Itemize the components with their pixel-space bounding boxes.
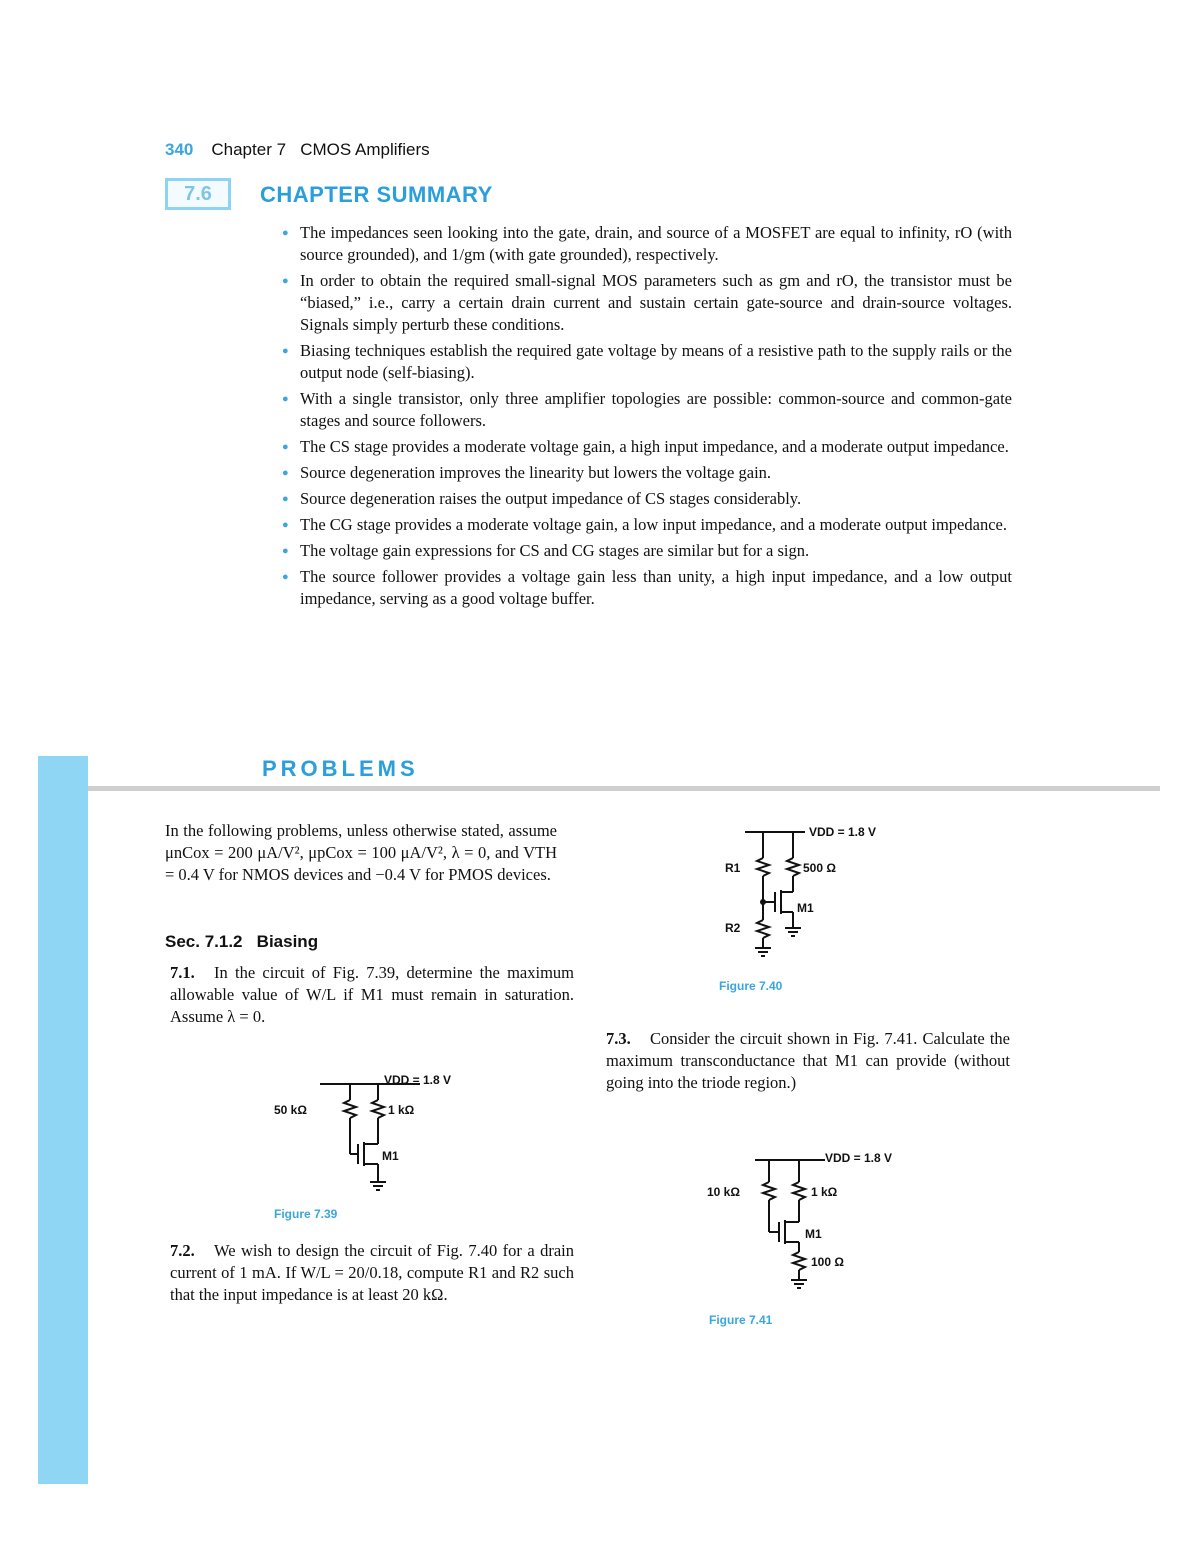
problems-title: PROBLEMS: [262, 756, 419, 781]
section-title: CHAPTER SUMMARY: [260, 182, 493, 207]
resistor-label: 50 kΩ: [274, 1103, 307, 1117]
problem-7-1: [170, 962, 574, 1028]
problem-text: In the circuit of Fig. 7.39, determine the maximum allowable value of W/L if M1 must remain in saturation. Assume λ = 0.: [170, 963, 574, 1026]
summary-item: ● With a single transistor, only three amplifier topologies are possible: common-source and common-gate stages and source followers.: [282, 388, 1012, 432]
problems-sidebar-band: [38, 756, 88, 1484]
figure-7-39: [260, 1070, 500, 1230]
problem-text: Consider the circuit shown in Fig. 7.41. Calculate the maximum transconductance that M1 can provide (without going into the triode region.): [606, 1029, 1010, 1092]
summary-item: ● The CG stage provides a moderate voltage gain, a low input impedance, and a moderate output impedance.: [282, 514, 1012, 536]
resistor-label: 500 Ω: [803, 861, 836, 875]
running-header: [165, 140, 430, 160]
section-number-box: 7.6: [165, 178, 231, 210]
summary-item: ● The source follower provides a voltage gain less than unity, a high input impedance, and a low output impedance, serving as a good voltage buffer.: [282, 566, 1012, 610]
resistor-label: R2: [725, 921, 741, 935]
vdd-label: VDD = 1.8 V: [384, 1073, 452, 1087]
problems-intro: In the following problems, unless otherwise stated, assume μnCox = 200 μA/V², μpCox = 100 μA/V², λ = 0, and VTH = 0.4 V for NMOS devices and −0.4 V for PMOS devices.: [165, 821, 557, 884]
figure-7-41: [705, 1148, 945, 1333]
figure-caption: Figure 7.41: [709, 1313, 773, 1327]
running-title: Chapter 7 CMOS Amplifiers: [211, 140, 430, 159]
problem-7-2: [170, 1240, 574, 1306]
summary-item: ● Source degeneration raises the output impedance of CS stages considerably.: [282, 488, 1012, 510]
problem-text: We wish to design the circuit of Fig. 7.40 for a drain current of 1 mA. If W/L = 20/0.18, compute R1 and R2 such that the input impedance is at least 20 kΩ.: [170, 1241, 574, 1304]
figure-caption: Figure 7.40: [719, 979, 783, 993]
resistor-label: 1 kΩ: [811, 1185, 838, 1199]
summary-item: ● The CS stage provides a moderate voltage gain, a high input impedance, and a moderate output impedance.: [282, 436, 1012, 458]
summary-item: ● In order to obtain the required small-signal MOS parameters such as gm and rO, the transistor must be “biased,” i.e., carry a certain drain current and sustain certain gate-source and drain-source voltages. Signals simply perturb these conditions.: [282, 270, 1012, 336]
section-label: Sec. 7.1.2 Biasing: [165, 932, 319, 951]
resistor-label: 1 kΩ: [388, 1103, 415, 1117]
vdd-label: VDD = 1.8 V: [825, 1151, 893, 1165]
figure-7-40: [705, 822, 945, 1002]
problems-divider: [88, 786, 1160, 791]
transistor-label: M1: [382, 1149, 399, 1163]
summary-item: ● The impedances seen looking into the gate, drain, and source of a MOSFET are equal to infinity, rO (with source grounded), and 1/gm (with gate grounded), respectively.: [282, 222, 1012, 266]
vdd-label: VDD = 1.8 V: [809, 825, 877, 839]
summary-item: ● The voltage gain expressions for CS and CG stages are similar but for a sign.: [282, 540, 1012, 562]
figure-caption: Figure 7.39: [274, 1207, 338, 1221]
resistor-label: 10 kΩ: [707, 1185, 740, 1199]
summary-list: [282, 222, 1012, 614]
problem-number: 7.2.: [170, 1241, 195, 1260]
resistor-label: 100 Ω: [811, 1255, 844, 1269]
transistor-label: M1: [797, 901, 814, 915]
problem-7-3: [606, 1028, 1010, 1094]
problem-number: 7.1.: [170, 963, 195, 982]
summary-item: ● Source degeneration improves the linearity but lowers the voltage gain.: [282, 462, 1012, 484]
problem-number: 7.3.: [606, 1029, 631, 1048]
resistor-label: R1: [725, 861, 741, 875]
transistor-label: M1: [805, 1227, 822, 1241]
summary-item: ● Biasing techniques establish the required gate voltage by means of a resistive path to the supply rails or the output node (self-biasing).: [282, 340, 1012, 384]
page-number: 340: [165, 140, 194, 159]
